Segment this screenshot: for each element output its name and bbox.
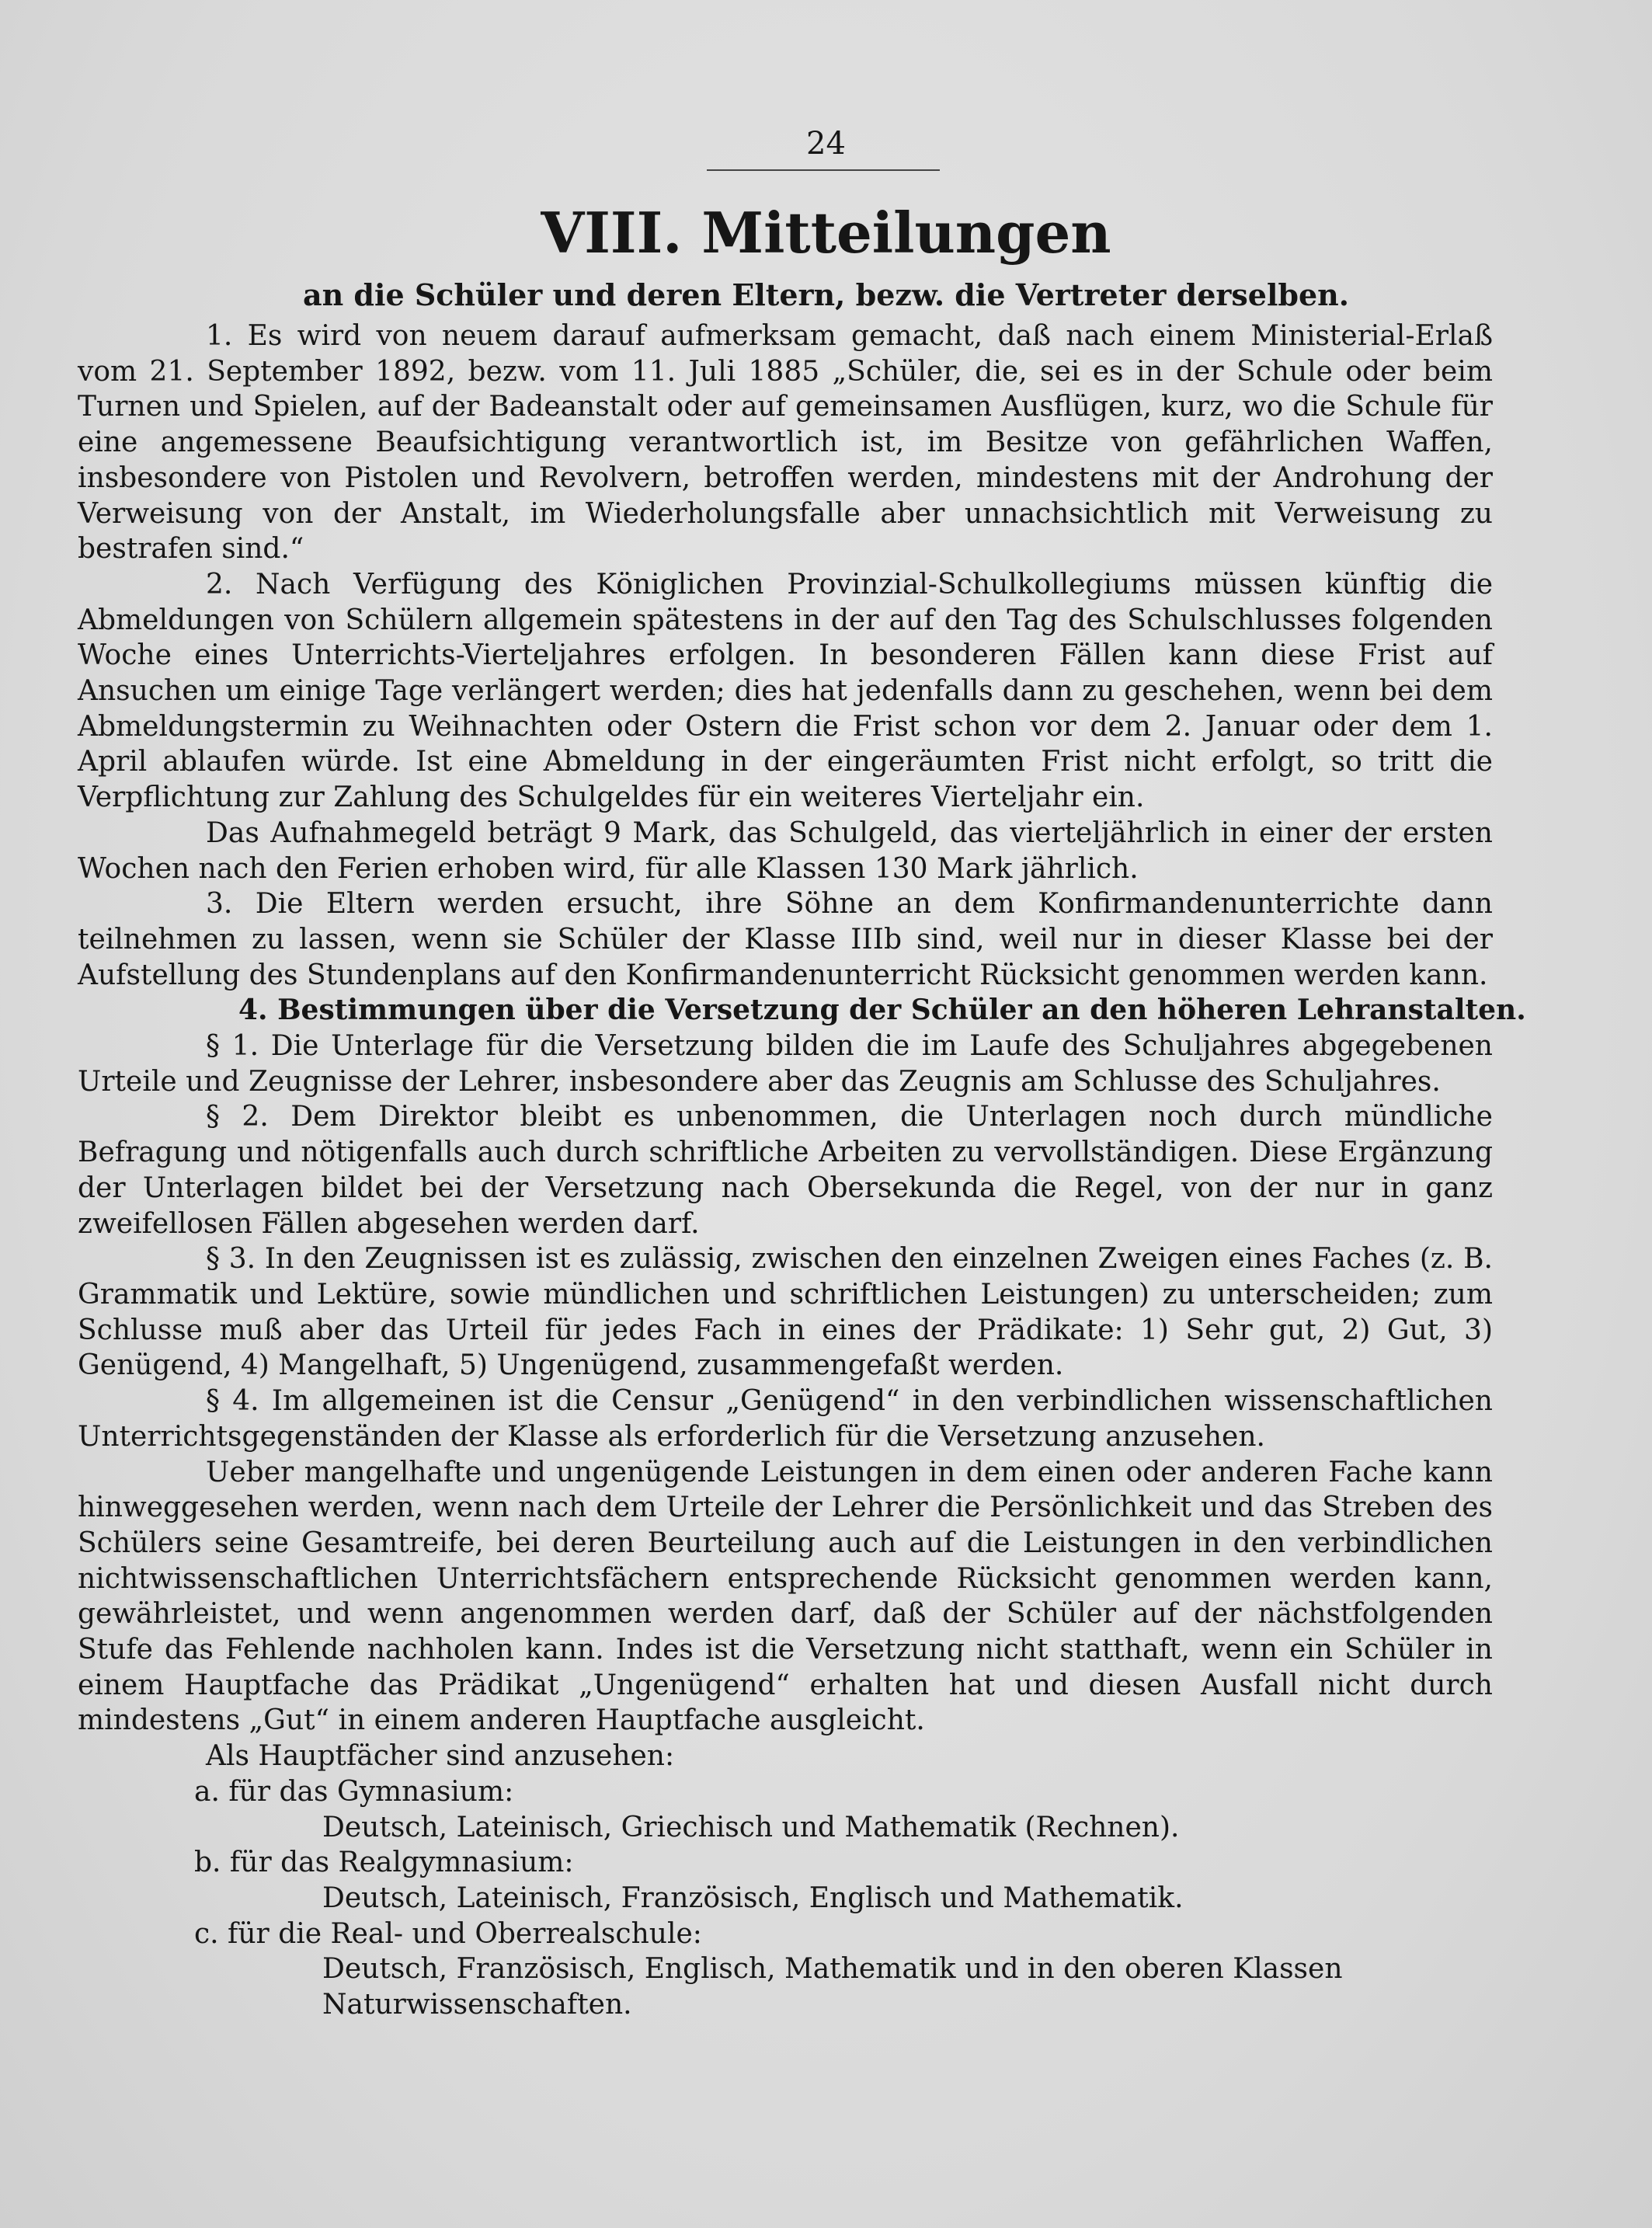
paragraph-section-4: § 4. Im allgemeinen ist die Censur „Genügend“ in den verbindlichen wissenschaftlichen Unterrichtsgegenständen der Klasse als erforderlich für die Versetzung anzusehen.	[78, 1385, 1493, 1453]
school-type-gymnasium: a. für das Gymnasium:	[194, 1775, 514, 1808]
section-heading: VIII. Mitteilungen	[541, 200, 1111, 266]
school-type-realgymnasium: b. für das Realgymnasium:	[194, 1847, 574, 1879]
page-number: 24	[806, 126, 846, 162]
paragraph-fees: Das Aufnahmegeld beträgt 9 Mark, das Schulgeld, das vierteljährlich in einer der ersten Wochen nach den Ferien erhoben wird, für alle Klassen 130 Mark jährlich.	[78, 816, 1493, 885]
subjects-realgymnasium: Deutsch, Lateinisch, Französisch, Englisch und Mathematik.	[322, 1882, 1184, 1914]
paragraph-weapons: 1. Es wird von neuem darauf aufmerksam gemacht, daß nach einem Ministerial-Erlaß vom 21. September 1892, bezw. vom 11. Juli 1885 „Schüler, die, sei es in der Schule oder beim Turnen und Spielen, auf der Badeanstalt oder auf gemeinsamen Ausflügen, kurz, wo die Schule für eine angemessene Beaufsichtigung verantwortlich ist, im Besitze von gefährlichen Waffen, insbesondere von Pistolen und Revolvern, betroffen werden, mindestens mit der Androhung der Verweisung von der Anstalt, im Wiederholungsfalle aber unnachsichtlich mit Verweisung zu bestrafen sind.“	[78, 320, 1493, 566]
subjects-realschule: Deutsch, Französisch, Englisch, Mathematik und in den oberen Klassen Naturwissenschaften.	[322, 1953, 1343, 2021]
subjects-gymnasium: Deutsch, Lateinisch, Griechisch und Mathematik (Rechnen).	[322, 1811, 1180, 1843]
paragraph-confirmation: 3. Die Eltern werden ersucht, ihre Söhne an dem Konfirmandenunterrichte dann teilnehmen zu lassen, wenn sie Schüler der Klasse IIIb sind, weil nur in dieser Klasse bei der Aufstellung des Stundenplans auf den Konfirmandenunterricht Rücksicht genommen werden kann.	[78, 888, 1493, 991]
body-text	[78, 319, 1526, 2023]
paragraph-section-3: § 3. In den Zeugnissen ist es zulässig, zwischen den einzelnen Zweigen eines Faches (z. B. Grammatik und Lektüre, sowie mündlichen und schriftlichen Leistungen) zu unterscheiden; zum Schlusse muß aber das Urteil für jedes Fach in eines der Prädikate: 1) Sehr gut, 2) Gut, 3) Genügend, 4) Mangelhaft, 5) Ungenügend, zusammengefaßt werden.	[78, 1243, 1493, 1382]
paragraph-deregistration: 2. Nach Verfügung des Königlichen Provinzial-Schulkollegiums müssen künftig die Abmeldungen von Schülern allgemein spätestens in der auf den Tag des Schulschlusses folgenden Woche eines Unterrichts-Vierteljahres erfolgen. In besonderen Fällen kann diese Frist auf Ansuchen um einige Tage verlängert werden; dies hat jedenfalls dann zu geschehen, wenn bei dem Abmeldungstermin zu Weihnachten oder Ostern die Frist schon vor dem 2. Januar oder dem 1. April ablaufen würde. Ist eine Abmeldung in der eingeräumten Frist nicht erfolgt, so tritt die Verpflichtung zur Zahlung des Schulgeldes für ein weiteres Vierteljahr ein.	[78, 568, 1493, 814]
paragraph-section-2: § 2. Dem Direktor bleibt es unbenommen, die Unterlagen noch durch mündliche Befragung und nötigenfalls auch durch schriftliche Arbeiten zu vervollständigen. Diese Ergänzung der Unterlagen bildet bei der Versetzung nach Obersekunda die Regel, von der nur in ganz zweifellosen Fällen abgesehen werden darf.	[78, 1101, 1493, 1240]
paragraph-deficiencies: Ueber mangelhafte und ungenügende Leistungen in dem einen oder anderen Fache kann hinweggesehen werden, wenn nach dem Urteile der Lehrer die Persönlichkeit und das Streben des Schülers seine Gesamtreife, bei deren Beurteilung auch auf die Leistungen in den verbindlichen nichtwissenschaftlichen Unterrichtsfächern entsprechende Rücksicht genommen werden kann, gewährleistet, und wenn angenommen werden darf, daß der Schüler auf der nächstfolgenden Stufe das Fehlende nachholen kann. Indes ist die Versetzung nicht statthaft, wenn ein Schüler in einem Hauptfache das Prädikat „Ungenügend“ erhalten hat und diesen Ausfall nicht durch mindestens „Gut“ in einem anderen Hauptfache ausgleicht.	[78, 1456, 1493, 1737]
header-rule	[707, 169, 940, 171]
school-type-realschule: c. für die Real- und Oberrealschule:	[194, 1917, 702, 1950]
paragraph-section-1: § 1. Die Unterlage für die Versetzung bilden die im Laufe des Schuljahres abgegebenen Urteile und Zeugnisse der Lehrer, insbesondere aber das Zeugnis am Schlusse des Schuljahres.	[78, 1030, 1493, 1098]
section-subheading: an die Schüler und deren Eltern, bezw. die Vertreter derselben.	[302, 277, 1350, 312]
promotion-rules-title: 4. Bestimmungen über die Versetzung der Schüler an den höheren Lehranstalten.	[238, 994, 1526, 1027]
paragraph-main-subjects-intro: Als Hauptfächer sind anzusehen:	[206, 1740, 675, 1773]
